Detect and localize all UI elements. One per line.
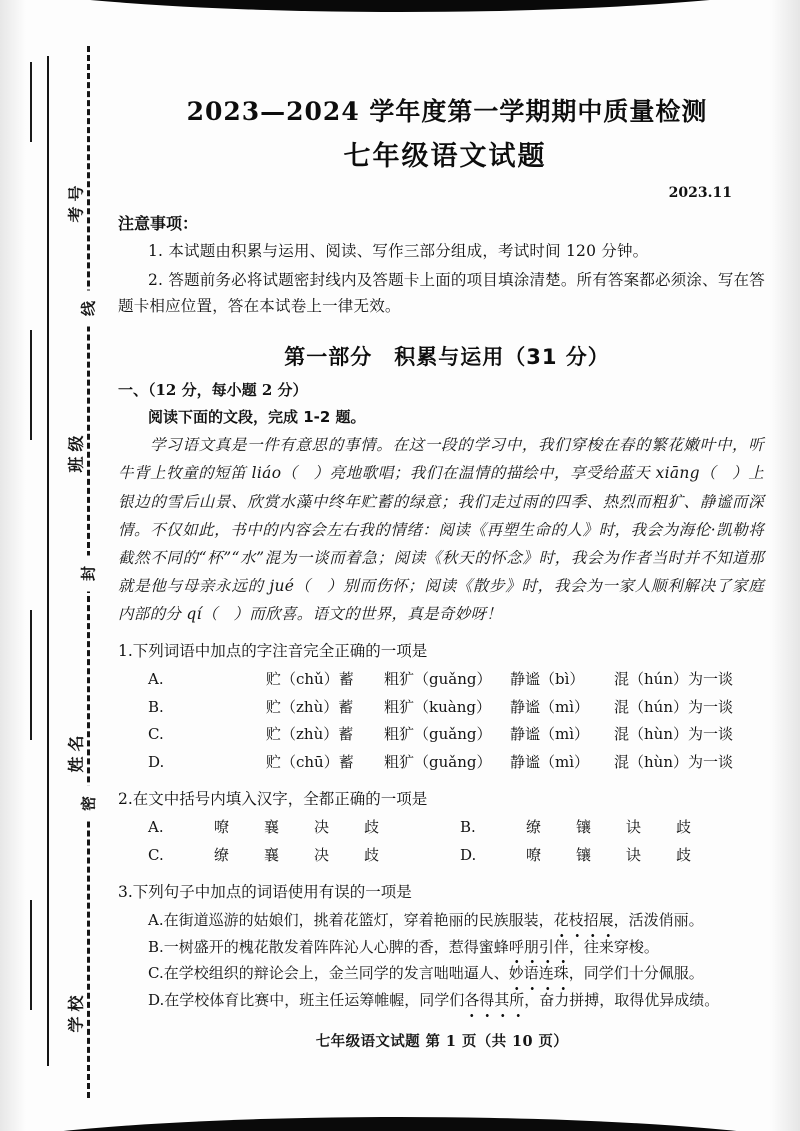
question-2-stem-text: 在文中括号内填入汉字，全都正确的一项是 xyxy=(132,789,428,808)
question-1-option-b[interactable] xyxy=(148,694,766,722)
option-a-text-post: ，活泼俏丽。 xyxy=(613,911,704,930)
question-3 xyxy=(118,879,766,1014)
seal-char-feng: 封 xyxy=(75,556,102,592)
margin-vertical-rule xyxy=(47,56,49,1066)
option-d-label: D. xyxy=(148,991,165,1010)
option-d-text-post: ，奋力拼搏，取得优异成绩。 xyxy=(524,991,720,1010)
option-a-cell-2: 粗犷（guǎng） xyxy=(384,669,492,688)
question-2-number: 2. xyxy=(118,789,133,808)
seal-char-mi: 密 xyxy=(75,786,102,822)
question-1-stem-text: 下列词语中加点的字注音完全正确的一项是 xyxy=(132,641,428,660)
reading-passage: 学习语文真是一件有意思的事情。在这一段的学习中，我们穿梭在春的繁花嫩叶中，听牛背上牧童的短笛 liáo（ ）亮地歌唱；我们在温情的描绘中，享受给蓝天 xiāng（ ）上银边的雪后山景、欣赏水藻中终年贮蓄的绿意；我们走过雨的四季、热烈而粗犷、静谧而深情。不仅如此，书中的内容会左右我的情绪：阅读《再塑生命的人》时，我会为海伦·凯勒将截然不同的“杯”“水”混为一谈而着急；阅读《秋天的怀念》时，我会为作者当时并不知道那就是他与母亲永远的 jué（ ）别而伤怀；阅读《散步》时，我会为一家人顺利解决了家庭内部的分 qí（ ）而欣喜。语文的世界，真是奇妙呀！ xyxy=(118,436,764,624)
option-d-cell-3: 静谧（mì） xyxy=(510,753,590,772)
section-one-instruction: 阅读下面的文段，完成 1-2 题。 xyxy=(148,408,366,427)
option-d-label: D. xyxy=(148,753,165,772)
option-c-text-pre: 在学校组织的辩论会上，金兰同学的发言咄咄逼人、 xyxy=(163,964,509,983)
option-d-char-3: 诀 xyxy=(626,845,642,864)
option-d-cell-1: 贮（chū）蓄 xyxy=(266,753,354,772)
option-c-cell-1: 贮（zhù）蓄 xyxy=(266,725,354,744)
question-2-row-1[interactable] xyxy=(148,814,766,842)
option-d-char-1: 嘹 xyxy=(526,845,542,864)
option-d-char-2: 镶 xyxy=(576,845,592,864)
question-1-number: 1. xyxy=(118,641,133,660)
question-2-stem xyxy=(118,786,766,812)
option-d-label: D. xyxy=(460,845,477,864)
field-rule-school xyxy=(30,900,32,1010)
document-date: 2023.11 xyxy=(668,185,732,201)
option-d-cell-4: 混（hùn）为一谈 xyxy=(614,753,733,772)
option-b-emphasis-idiom: 呼朋引伴 xyxy=(509,934,569,961)
option-c-label: C. xyxy=(148,725,164,744)
option-d-emphasis-idiom: 各得其所 xyxy=(464,987,524,1014)
scan-shadow-bottom xyxy=(0,1117,800,1131)
option-b-label: B. xyxy=(460,818,476,837)
margin-label-school: 学校 xyxy=(66,990,86,1033)
option-a-label: A. xyxy=(148,911,164,930)
option-c-cell-2: 粗犷（guǎng） xyxy=(384,725,492,744)
option-b-text-post: ，往来穿梭。 xyxy=(568,937,659,956)
option-b-text-pre: 一树盛开的槐花散发着阵阵沁人心脾的香，惹得蜜蜂 xyxy=(163,937,509,956)
margin-label-name: 姓名 xyxy=(66,730,86,773)
option-c-text-post: ，同学们十分佩服。 xyxy=(568,964,704,983)
option-a-emphasis-idiom: 花枝招展 xyxy=(554,907,614,934)
page-title-line2: 七年级语文试题 xyxy=(343,141,547,172)
option-a-text-pre: 在街道巡游的姑娘们，挑着花篮灯，穿着艳丽的民族服装， xyxy=(163,911,554,930)
part-one-heading: 第一部分 积累与运用（31 分） xyxy=(284,345,610,370)
option-a-cell-4: 混（hún）为一谈 xyxy=(614,669,733,688)
option-a-char-2: 襄 xyxy=(264,818,280,837)
page-title-line1: 2023—2024 学年度第一学期期中质量检测 xyxy=(186,97,708,126)
scan-shadow-top xyxy=(0,0,800,12)
option-c-label: C. xyxy=(148,845,164,864)
option-b-cell-3: 静谧（mì） xyxy=(510,697,590,716)
question-3-stem xyxy=(118,879,766,905)
notice-item-1: 1. 本试题由积累与运用、阅读、写作三部分组成，考试时间 120 分钟。 xyxy=(148,242,649,260)
question-3-number: 3. xyxy=(118,882,133,901)
option-c-char-1: 缭 xyxy=(214,845,230,864)
option-c-char-3: 决 xyxy=(314,845,330,864)
option-d-text-pre: 在学校体育比赛中，班主任运筹帷幄，同学们 xyxy=(164,991,465,1010)
option-a-char-3: 决 xyxy=(314,818,330,837)
option-a-cell-3: 静谧（bì） xyxy=(510,669,585,688)
option-a-char-1: 嘹 xyxy=(214,818,230,837)
notice-item-2: 2. 答题前务必将试题密封线内及答题卡上面的项目填涂清楚。所有答案都必须涂、写在答题卡相应位置，答在本试卷上一律无效。 xyxy=(118,271,765,316)
question-1-option-a[interactable] xyxy=(148,666,766,694)
option-c-label: C. xyxy=(148,964,164,983)
question-2-row-2[interactable] xyxy=(148,842,766,870)
question-2 xyxy=(118,786,766,870)
option-c-char-4: 歧 xyxy=(364,845,380,864)
option-b-char-1: 缭 xyxy=(526,818,542,837)
option-b-cell-1: 贮（zhù）蓄 xyxy=(266,697,354,716)
option-b-char-4: 歧 xyxy=(676,818,692,837)
page-edge-shading-left xyxy=(0,0,26,1131)
option-b-label: B. xyxy=(148,937,164,956)
option-d-cell-2: 粗犷（guǎng） xyxy=(384,753,492,772)
question-1-stem xyxy=(118,638,766,664)
margin-label-exam-number: 考号 xyxy=(66,180,86,223)
option-d-char-4: 歧 xyxy=(676,845,692,864)
paper-body xyxy=(118,78,766,1014)
question-3-option-c[interactable] xyxy=(148,960,766,987)
option-b-cell-2: 粗犷（kuàng） xyxy=(384,697,491,716)
seal-char-xian: 线 xyxy=(75,291,102,327)
option-a-char-4: 歧 xyxy=(364,818,380,837)
page-edge-shading-right xyxy=(770,0,800,1131)
option-b-cell-4: 混（hún）为一谈 xyxy=(614,697,733,716)
option-c-emphasis-idiom: 妙语连珠 xyxy=(509,960,569,987)
option-b-label: B. xyxy=(148,697,164,716)
option-b-char-3: 诀 xyxy=(626,818,642,837)
question-1-option-c[interactable] xyxy=(148,721,766,749)
question-3-stem-text: 下列句子中加点的词语使用有误的一项是 xyxy=(132,882,412,901)
option-a-label: A. xyxy=(148,818,164,837)
margin-label-class: 班级 xyxy=(66,430,86,473)
question-3-option-d[interactable] xyxy=(148,987,766,1014)
field-rule-exam-number xyxy=(30,62,32,142)
question-3-option-b[interactable] xyxy=(148,934,766,961)
notice-heading: 注意事项： xyxy=(118,214,199,233)
option-a-cell-1: 贮（chǔ）蓄 xyxy=(266,669,354,688)
question-3-option-a[interactable] xyxy=(148,907,766,934)
question-1 xyxy=(118,638,766,777)
option-c-char-2: 襄 xyxy=(264,845,280,864)
section-one-number: 一、（12 分，每小题 2 分） xyxy=(118,381,308,400)
option-c-cell-4: 混（hùn）为一谈 xyxy=(614,725,733,744)
field-rule-class xyxy=(30,330,32,440)
option-b-char-2: 镶 xyxy=(576,818,592,837)
field-rule-name xyxy=(30,610,32,740)
option-c-cell-3: 静谧（mì） xyxy=(510,725,590,744)
page-footer: 七年级语文试题 第 1 页（共 10 页） xyxy=(315,1033,569,1050)
question-1-option-d[interactable] xyxy=(148,749,766,777)
option-a-label: A. xyxy=(148,669,164,688)
